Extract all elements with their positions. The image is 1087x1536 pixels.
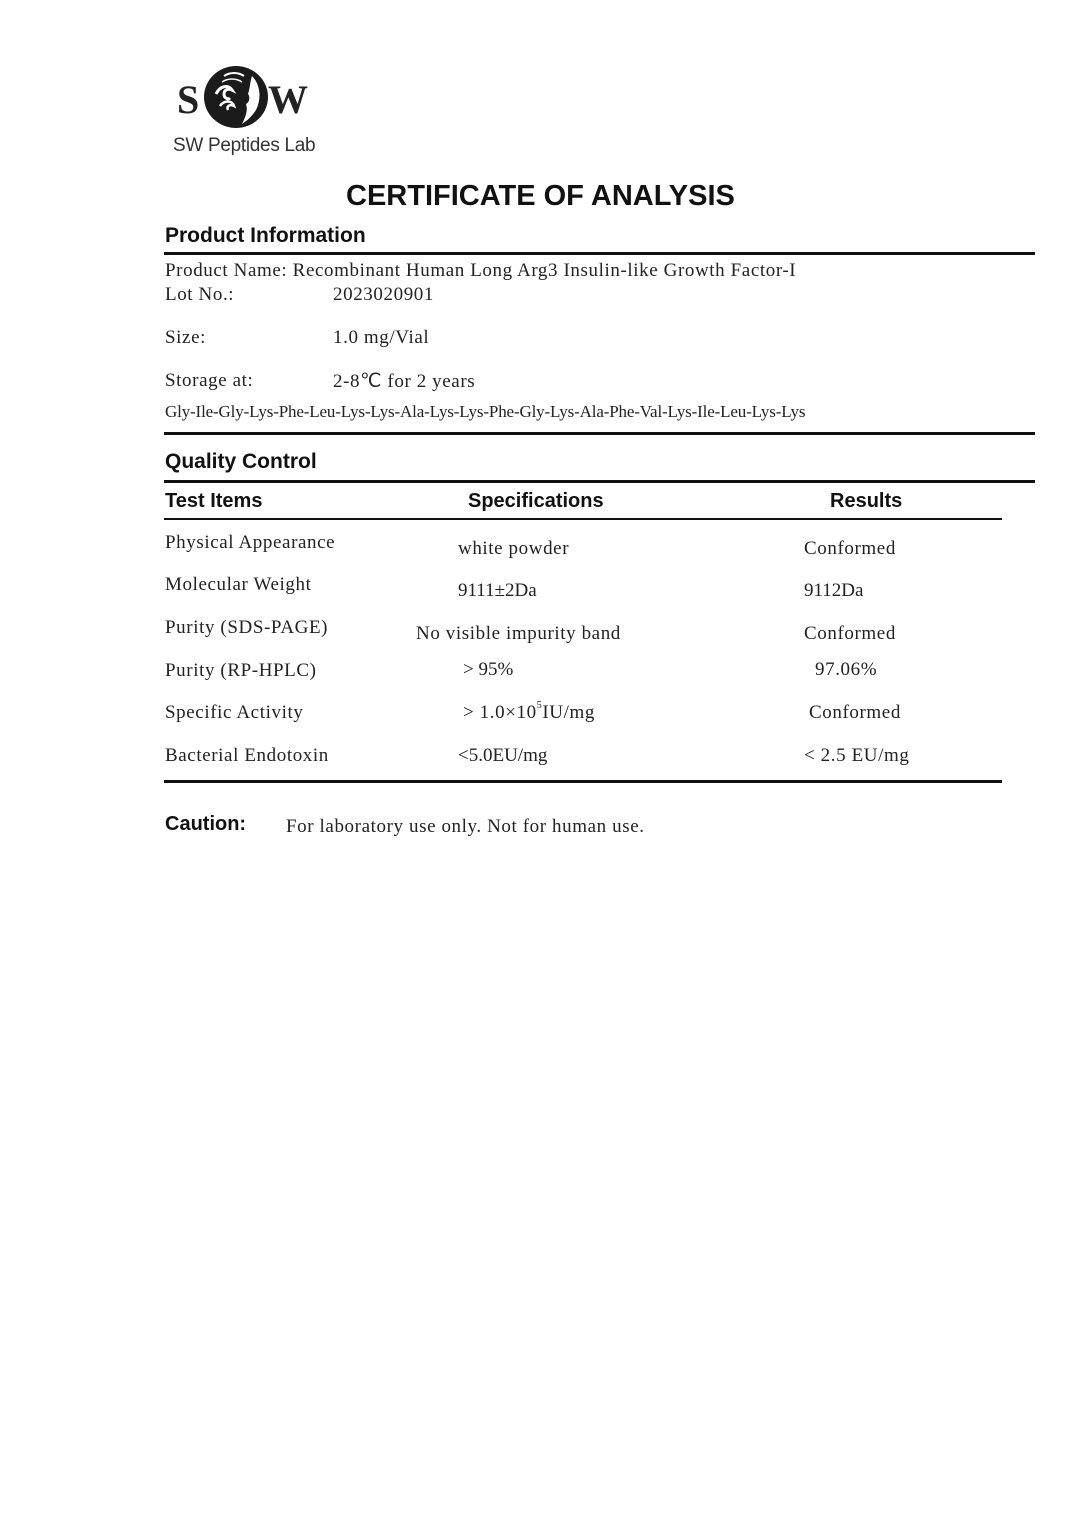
caution-label: Caution: <box>165 813 247 835</box>
table-row-spec: 9111±2Da <box>458 580 537 601</box>
lot-value: 2023020901 <box>333 284 434 305</box>
product-name-row <box>165 260 796 282</box>
table-row-result: Conformed <box>809 702 901 723</box>
storage-label: Storage at: <box>165 370 254 391</box>
table-row-result: Conformed <box>804 623 896 644</box>
table-row-result: < 2.5 EU/mg <box>804 745 910 766</box>
product-info-top-rule <box>164 252 1035 255</box>
peptide-sequence: Gly-Ile-Gly-Lys-Phe-Leu-Lys-Lys-Ala-Lys-Lys-Phe-Gly-Lys-Ala-Phe-Val-Lys-Ile-Leu-Lys-Lys <box>165 402 806 421</box>
qc-top-rule <box>164 480 1035 483</box>
table-row-item: Physical Appearance <box>165 532 336 553</box>
table-row-result: 97.06% <box>815 659 878 680</box>
company-logo <box>170 60 330 160</box>
caution-text: For laboratory use only. Not for human use. <box>286 816 645 837</box>
spec-activity-suffix: IU/mg <box>542 702 595 723</box>
table-row-item: Purity (SDS-PAGE) <box>165 617 329 638</box>
column-header-test-items: Test Items <box>165 490 263 512</box>
spec-activity-exponent: 5 <box>536 700 543 711</box>
table-row-result: Conformed <box>804 538 896 559</box>
table-row-item: Bacterial Endotoxin <box>165 745 329 766</box>
qc-bottom-rule <box>164 780 1002 783</box>
size-label: Size: <box>165 327 206 348</box>
spec-activity-prefix: > 1.0×10 <box>463 702 537 723</box>
table-row-result: 9112Da <box>804 580 864 601</box>
table-row-spec: white powder <box>458 538 570 559</box>
lot-label: Lot No.: <box>165 284 235 305</box>
product-name-value: Recombinant Human Long Arg3 Insulin-like Growth Factor-I <box>292 260 797 281</box>
table-row-item: Specific Activity <box>165 702 304 723</box>
product-info-bottom-rule <box>164 432 1035 435</box>
table-row-spec: No visible impurity band <box>416 623 621 644</box>
column-header-specifications: Specifications <box>468 490 604 512</box>
storage-value: 2-8℃ for 2 years <box>333 371 476 392</box>
quality-control-heading: Quality Control <box>165 450 317 473</box>
table-row-spec: <5.0EU/mg <box>458 745 548 766</box>
logo-emblem-icon <box>202 64 270 130</box>
qc-header-rule <box>164 518 1002 520</box>
table-row-item: Molecular Weight <box>165 574 312 595</box>
table-row-spec: > 95% <box>463 659 514 680</box>
logo-subtitle: SW Peptides Lab <box>173 135 316 156</box>
size-value: 1.0 mg/Vial <box>333 327 430 348</box>
table-row-spec <box>463 702 595 724</box>
table-row-item: Purity (RP-HPLC) <box>165 660 317 681</box>
logo-letter-s: S <box>177 77 200 122</box>
product-name-label: Product Name: <box>165 260 288 281</box>
column-header-results: Results <box>830 490 903 512</box>
document-title: CERTIFICATE OF ANALYSIS <box>346 180 735 212</box>
logo-letter-w: W <box>268 77 308 122</box>
product-info-heading: Product Information <box>165 224 366 247</box>
